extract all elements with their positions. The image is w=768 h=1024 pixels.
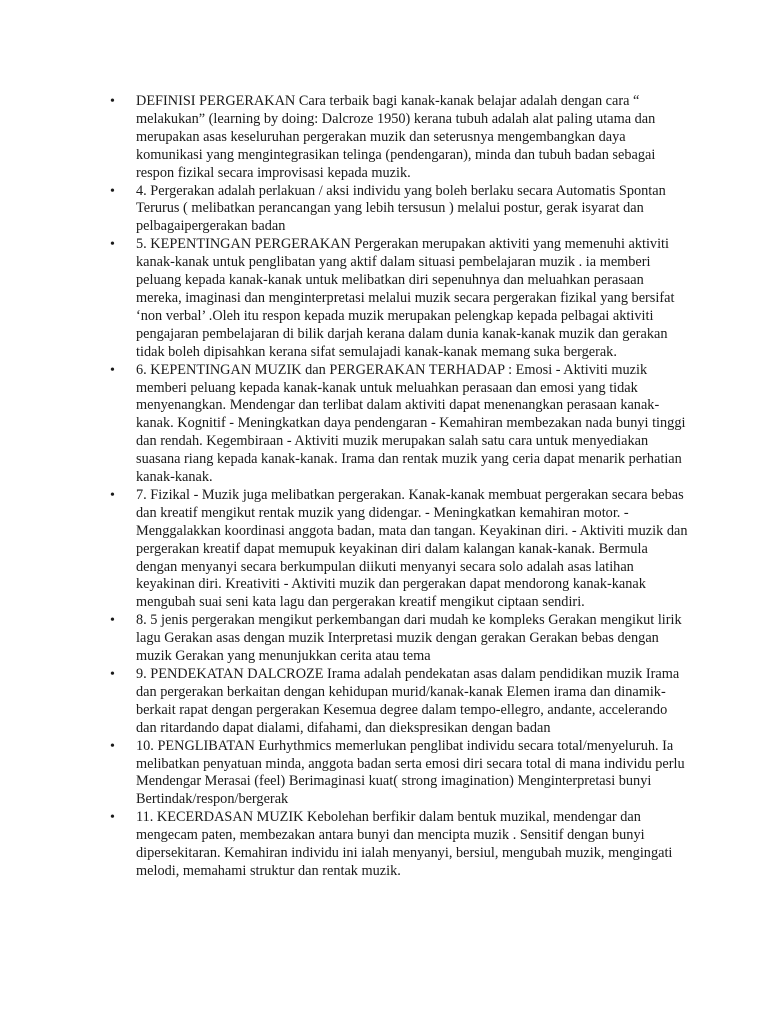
list-item-text: 6. KEPENTINGAN MUZIK dan PERGERAKAN TERHADAP : Emosi - Aktiviti muzik memberi peluang kepada kanak-kanak untuk meluahkan perasaan dan emosi yang tidak menyenangkan. Mendengar dan terlibat dalam aktiviti dapat menenangkan perasaan kanak-kanak. Kognitif - Meningkatkan daya pendengaran - Kemahiran membezakan nada bunyi tinggi dan rendah. Kegembiraan - Aktiviti muzik merupakan salah satu cara untuk menyediakan suasana riang kepada kanak-kanak. Irama dan rentak muzik yang ceria dapat menarik perhatian kanak-kanak. (136, 361, 686, 486)
list-item (108, 612, 688, 666)
list-item (108, 362, 688, 487)
bullet-icon: • (110, 613, 115, 629)
list-item-text: 7. Fizikal - Muzik juga melibatkan pergerakan. Kanak-kanak membuat pergerakan secara bebas dan kreatif mengikut rentak muzik yang didengar. - Meningkatkan kemahiran motor. - Menggalakkan koordinasi anggota badan, mata dan tangan. Keyakinan diri. - Aktiviti muzik dan pergerakan kreatif dapat memupuk keyakinan diri dalam kalangan kanak-kanak. Bermula dengan menyanyi secara berkumpulan diikuti menyanyi secara solo adalah asas latihan keyakinan diri. Kreativiti - Aktiviti muzik dan pergerakan dapat mendorong kanak-kanak mengubah suai seni kata lagu dan pergerakan kreatif mengikut ciptaan sendiri. (136, 486, 688, 611)
list-item (108, 183, 688, 237)
bullet-icon: • (110, 183, 115, 199)
list-item (108, 666, 688, 738)
bullet-icon: • (110, 237, 115, 253)
list-item (108, 93, 688, 183)
bullet-icon: • (110, 362, 115, 378)
list-item (108, 487, 688, 612)
bullet-icon: • (110, 94, 115, 109)
list-item-text: 11. KECERDASAN MUZIK Kebolehan berfikir dalam bentuk muzikal, mendengar dan mengecam paten, membezakan antara bunyi dan mencipta muzik . Sensitif dengan bunyi dipersekitaran. Kemahiran individu ini ialah menyanyi, bersiul, mengubah muzik, mengingati melodi, memahami struktur dan rentak muzik. (136, 809, 673, 879)
list-item-text: 4. Pergerakan adalah perlakuan / aksi individu yang boleh berlaku secara Automatis Spontan Terurus ( melibatkan perancangan yang lebih tersusun ) melalui postur, gerak isyarat dan pelbagaipergerakan badan (136, 182, 666, 235)
list-item (108, 236, 688, 361)
list-item (108, 809, 688, 881)
bullet-icon: • (110, 667, 115, 682)
list-item-text: 9. PENDEKATAN DALCROZE Irama adalah pendekatan asas dalam pendidikan muzik Irama dan pergerakan berkaitan dengan kehidupan murid/kanak-kanak Elemen irama dan dinamik-berkait rapat dengan pergerakan Kesemua degree dalam tempo-ellegro, andante, accelerando dan ritardando dapat dialami, difahami, dan diekspresikan dengan badan (136, 666, 680, 736)
bullet-icon: • (110, 810, 115, 826)
bullet-list (108, 93, 688, 881)
bullet-icon: • (110, 487, 115, 503)
list-item-text: 8. 5 jenis pergerakan mengikut perkembangan dari mudah ke kompleks Gerakan mengikut lirik lagu Gerakan asas dengan muzik Interpretasi muzik dengan gerakan Gerakan bebas dengan muzik Gerakan yang menunjukkan cerita atau tema (136, 612, 682, 665)
list-item-text: 5. KEPENTINGAN PERGERAKAN Pergerakan merupakan aktiviti yang memenuhi aktiviti kanak-kanak untuk penglibatan yang aktif dalam situasi pembelajaran muzik . ia memberi peluang kepada kanak-kanak untuk melibatkan diri sepenuhnya dan meluahkan perasaan mereka, imaginasi dan menginterpretasi melalui muzik secara pergerakan fizikal yang bersifat ‘non verbal’ .Oleh itu respon kepada muzik merupakan pelengkap kepada pelbagai aktiviti pengajaran pembelajaran di bilik darjah kerana dalam dunia kanak-kanak muzik dan gerakan tidak boleh dipisahkan kerana sifat semulajadi kanak-kanak memang suka bergerak. (136, 236, 675, 360)
list-item-text: 10. PENGLIBATAN Eurhythmics memerlukan penglibat individu secara total/menyeluruh. Ia melibatkan penyatuan minda, anggota badan serta emosi diri secara total di mana individu perlu Mendengar Merasai (feel) Berimaginasi kuat( strong imagination) Menginterpretasi bunyi Bertindak/respon/bergerak (136, 737, 685, 808)
bullet-icon: • (110, 738, 115, 754)
list-item-text: DEFINISI PERGERAKAN Cara terbaik bagi kanak-kanak belajar adalah dengan cara “ melakukan” (learning by doing: Dalcroze 1950) kerana tubuh adalah alat paling utama dan merupakan asas keseluruhan pergerakan muzik dan seterusnya mengembangkan daya komunikasi yang mengintegrasikan telinga (pendengaran), minda dan tubuh badan sebagai respon fizikal secara improvisasi kepada muzik. (136, 93, 656, 181)
list-item (108, 738, 688, 810)
